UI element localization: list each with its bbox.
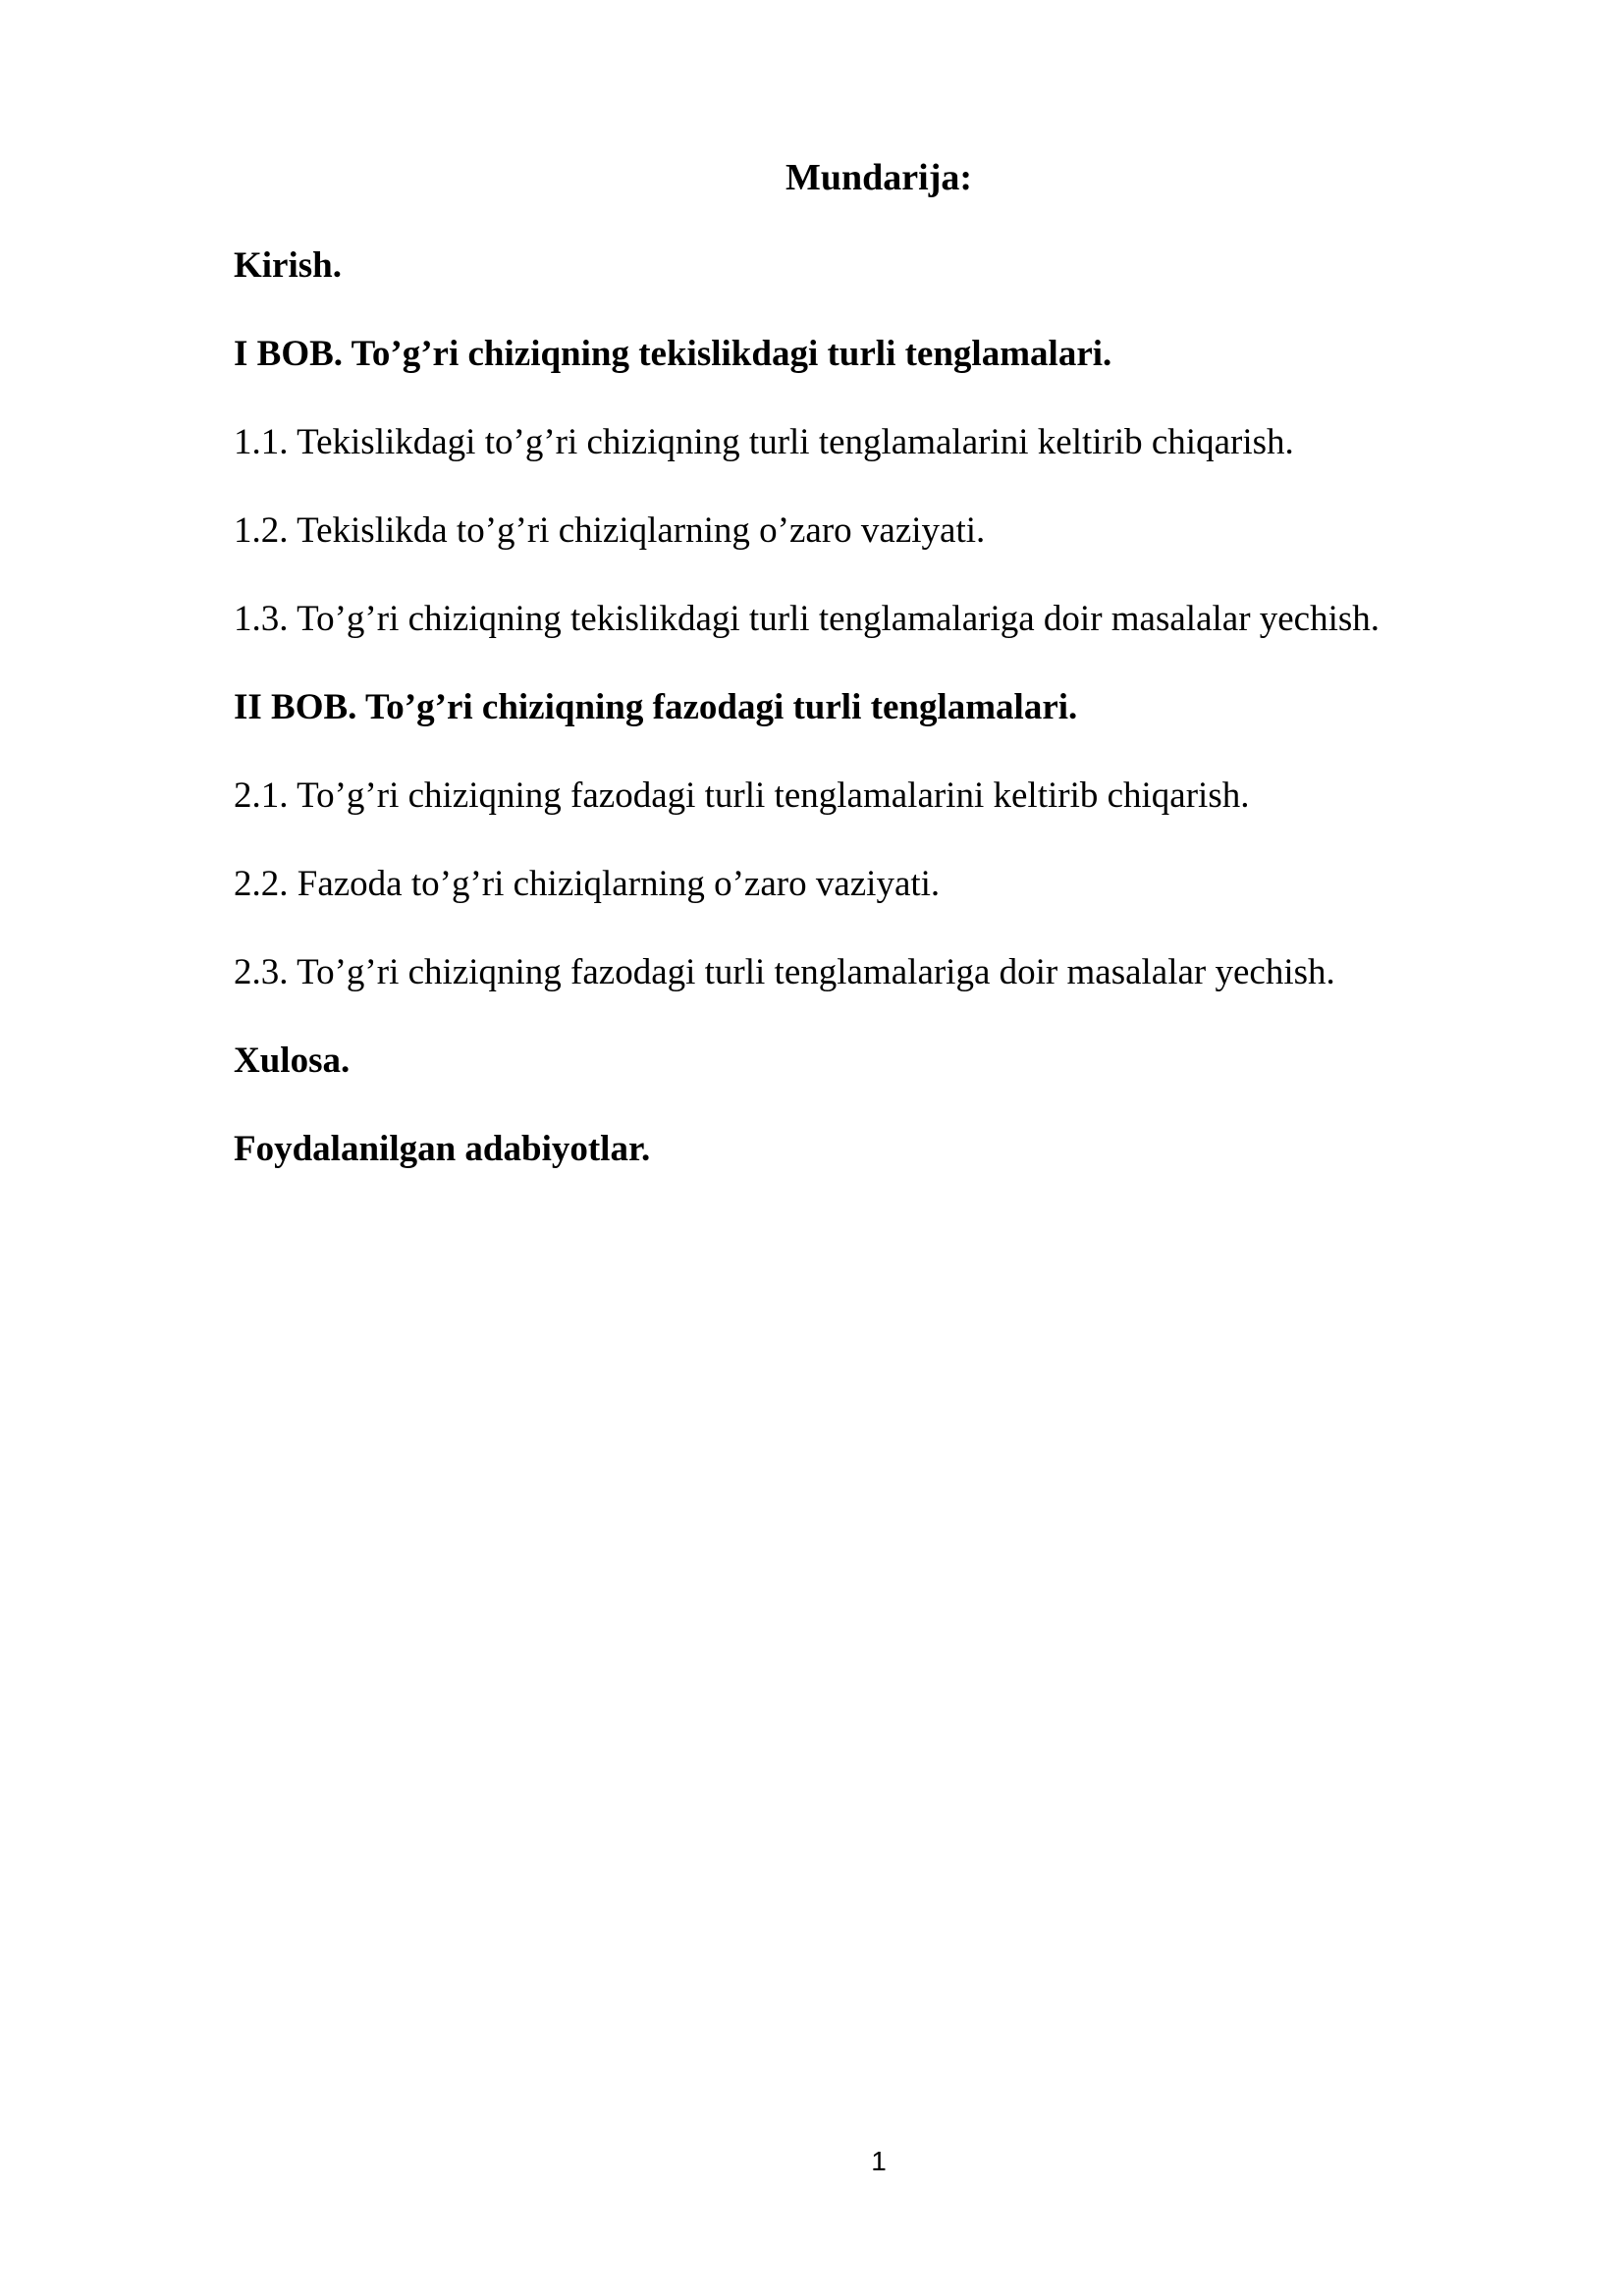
toc-entry-section-2-1: 2.1. To’g’ri chiziqning fazodagi turli tenglamalarini keltirib chiqarish. xyxy=(234,775,1250,816)
toc-entry-section-2-2: 2.2. Fazoda to’g’ri chiziqlarning o’zaro vaziyati. xyxy=(234,864,941,904)
toc-entry-section-1-3: 1.3. To’g’ri chiziqning tekislikdagi turli tenglamalariga doir masalalar yechish. xyxy=(234,599,1380,639)
page-number: 1 xyxy=(871,2146,887,2176)
toc-entry-chapter-2: II BOB. To’g’ri chiziqning fazodagi turli tenglamalari. xyxy=(234,687,1078,727)
toc-entry-chapter-1: I BOB. To’g’ri chiziqning tekislikdagi turli tenglamalari. xyxy=(234,334,1112,374)
toc-list xyxy=(234,241,1569,1213)
toc-title: Mundarija: xyxy=(785,157,972,198)
toc-entry-section-2-3: 2.3. To’g’ri chiziqning fazodagi turli tenglamalariga doir masalalar yechish. xyxy=(234,952,1335,992)
toc-entry-introduction: Kirish. xyxy=(234,245,342,286)
toc-entry-references: Foydalanilgan adabiyotlar. xyxy=(234,1129,651,1169)
toc-entry-conclusion: Xulosa. xyxy=(234,1041,351,1081)
toc-entry-section-1-1: 1.1. Tekislikdagi to’g’ri chiziqning turli tenglamalarini keltirib chiqarish. xyxy=(234,422,1294,462)
toc-entry-section-1-2: 1.2. Tekislikda to’g’ri chiziqlarning o’zaro vaziyati. xyxy=(234,510,986,551)
